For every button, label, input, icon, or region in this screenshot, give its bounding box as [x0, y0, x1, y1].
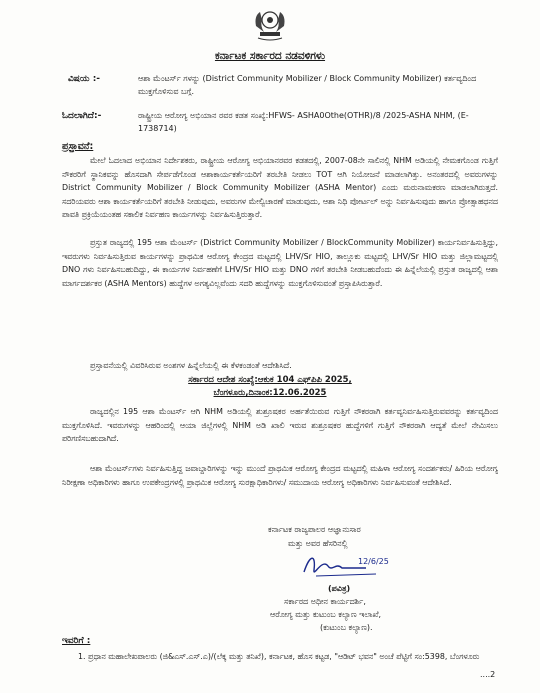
signature-date: 12/6/25 [358, 557, 389, 566]
preamble-paragraph-1: ಮೇಲೆ ಓದಲಾದ ಅಭಿಯಾನ ನಿರ್ದೇಶಕರು, ರಾಷ್ಟ್ರೀಯ ಆರೋಗ್ಯ ಅಭಿಯಾನರವರ ಕಡತದಲ್ಲಿ, 2007-08ನೇ ಸಾಲಿನಲ್ಲಿ NHM ಅಡಿಯಲ್ಲಿ ನೇಮಕಗೊಂಡ ಗುತ್ತಿಗೆ ನೌಕರರಿಗೆ ಸ್ಥಾನಿಕವನ್ನು ಹೊಸದಾಗಿ ಸೇರ್ಪಡೆಗೊಂಡ ಆಶಾಕಾರ್ಯಕರ್ತೆಯರಿಗೆ ತರಬೇತಿ ನೀಡಲು TOT ಆಗಿ ನಿಯೋಜನೆ ಮಾಡಲಾಗಿತ್ತು. ಅನಂತರದಲ್ಲಿ ಅವರುಗಳನ್ನು District Community Mobilizer / Block Community Mobilizer (ASHA Mentor) ಎಂದು ಮರುನಾಮಕರಣ ಮಾಡಲಾಗಿರುತ್ತದೆ. ಸದರಿಯವರು ಆಶಾ ಕಾರ್ಯಕರ್ತೆಯರಿಗೆ ತರಬೇತಿ ನೀಡುವುದು, ಅವರುಗಳ ಮೇಲ್ವಿಚಾರಣೆ ಮಾಡುವುದು, ಆಶಾ ನಿಧಿ ಪೋರ್ಟಲ್ ಅನ್ನು ನಿರ್ವಹಿಸುವುದು ಹಾಗೂ ಪ್ರೋತ್ಸಾಹಧನದ ಪಾವತಿ ಪ್ರಕ್ರಿಯೆಯಂತಹ ಸಕಾಲಿಕ ನಿರ್ವಹಣ ಕಾರ್ಯಗಳನ್ನು ನಿರ್ವಹಿಸುತ್ತಿರುತ್ತಾರೆ. [62, 156, 498, 220]
designation-block [270, 596, 381, 634]
by-order-block [268, 523, 361, 550]
by-order-line-1: ಕರ್ನಾಟಕ ರಾಜ್ಯಪಾಲರ ಆಜ್ಞಾನುಸಾರ [268, 525, 361, 534]
state-emblem-icon [250, 6, 290, 42]
designation-line-1: ಸರ್ಕಾರದ ಅಧೀನ ಕಾರ್ಯದರ್ಶಿ, [284, 597, 366, 606]
subject-label: ವಿಷಯ :- [68, 74, 101, 84]
read-line: ಪ್ರಸ್ತಾವನೆಯಲ್ಲಿ ವಿವರಿಸಿರುವ ಅಂಶಗಳ ಹಿನ್ನೆಲೆಯಲ್ಲಿ ಈ ಕೆಳಕಂಡಂತೆ ಆದೇಶಿಸಿದೆ. [90, 361, 292, 370]
signer-name: (ಪವಿತ್ರ) [328, 584, 351, 593]
reference-text: ರಾಷ್ಟ್ರೀಯ ಆರೋಗ್ಯ ಅಭಿಯಾನ ರವರ ಕಡತ ಸಂಖ್ಯೆ:HFWS- ASHA0Othe(OTHR)/8 /2025-ASHA NHM, (E-1738714) [138, 111, 469, 133]
order-paragraph-1: ರಾಜ್ಯದಲ್ಲಿನ 195 ಆಶಾ ಮೆಂಟರ್ಸ್ ಆಗಿ NHM ಅಡಿಯಲ್ಲಿ ಶುಶ್ರೂಷಕರ ಅರ್ಹತೆಯಿರುವ ಗುತ್ತಿಗೆ ನೌಕರರಾಗಿ ಕರ್ತವ್ಯನಿರ್ವಹಿಸುತ್ತಿರುವವರನ್ನು ಕರ್ತವ್ಯದಿಂದ ಮುಕ್ತಗೊಳಿಸಿದೆ. ಇವರುಗಳನ್ನು ಆಹರಿಂದಲ್ಲಿ ಆಯಾ ಜಿಲ್ಲೆಗಳಲ್ಲಿ NHM ಅಡಿ ಖಾಲಿ ಇರುವ ಶುಶ್ರೂಷಕರ ಹುದ್ದೆಗಳಿಗೆ ಗುತ್ತಿಗೆ ನೌಕರರಾಗಿ ಆದ್ಯತೆ ಮೇಲೆ ನೇಮಿಸಲು ಪರಿಗಣಿಸಬಹುದಾಗಿದೆ. [62, 407, 498, 444]
recipients-label: ಇವರಿಗೆ : [62, 636, 91, 646]
designation-line-2: ಆರೋಗ್ಯ ಮತ್ತು ಕುಟುಂಬ ಕಲ್ಯಾಣ ಇಲಾಖೆ, [270, 609, 382, 619]
page-number: ....2 [480, 670, 496, 679]
designation-line-3: (ಕುಟುಂಬ ಕಲ್ಯಾಣ). [320, 622, 373, 632]
preamble-label: ಪ್ರಸ್ತಾವನೆ: [62, 141, 94, 152]
document-title: ಕರ್ನಾಟಕ ಸರ್ಕಾರದ ನಡವಳಿಗಳು [214, 50, 326, 62]
signature-icon [296, 548, 396, 582]
preamble-paragraph-2: ಪ್ರಸ್ತುತ ರಾಜ್ಯದಲ್ಲಿ 195 ಆಶಾ ಮೆಂಟರ್ಸ್ (District Community Mobilizer / BlockCommunity Mobilizer) ಕಾರ್ಯನಿರ್ವಹಿಸುತ್ತಿದ್ದು, ಇವರುಗಳು ನಿರ್ವಹಿಸುತ್ತಿರುವ ಕಾರ್ಯಗಳನ್ನು ಪ್ರಾಥಮಿಕ ಆರೋಗ್ಯ ಕೇಂದ್ರದ ಮಟ್ಟದಲ್ಲಿ LHV/Sr HIO, ತಾಲ್ಲೂಕು ಮಟ್ಟದಲ್ಲಿ LHV/Sr HIO ಮತ್ತು ಜಿಲ್ಲಾಮಟ್ಟದಲ್ಲಿ DNO ಗಳು ನಿರ್ವಹಿಸಬಹುದಿದ್ದು, ಈ ಕಾರ್ಯಗಳ ನಿರ್ವಹಣೆಗೆ LHV/Sr HIO ಮತ್ತು DNO ಗಳಿಗೆ ತರಬೇತಿ ನೀಡಬಹುದೆಂದು ಈ ಹಿನ್ನೆಲೆಯಲ್ಲಿ ಪ್ರಸ್ತುತ ರಾಜ್ಯದಲ್ಲಿ ಆಶಾ ಮಾರ್ಗದರ್ಶಕರ (ASHA Mentors) ಹುದ್ದೆಗಳ ಅಗತ್ಯವಿಲ್ಲವೆಂದು ಸದರಿ ಹುದ್ದೆಗಳನ್ನು ಮುಕ್ತಗೊಳಿಸುವಂತೆ ಪ್ರಸ್ತಾಪಿಸಿರುತ್ತಾರೆ. [62, 238, 498, 288]
order-date: ಬೆಂಗಳೂರು,ದಿನಾಂಕ:12.06.2025 [213, 388, 327, 398]
subject-text: ಆಶಾ ಮೆಂಟರ್ಸ್ ಗಳನ್ನು (District Community Mobilizer / Block Community Mobilizer) ಕರ್ತವ್ಯದಿಂದ ಮುಕ್ತಗೊಳಿಸುವ ಬಗ್ಗೆ. [138, 74, 477, 96]
order-number: ಸರ್ಕಾರದ ಆದೇಶ ಸಂಖ್ಯೆ:ಆಕುಕ 104 ಎಫ್‌ಪಿಪಿ 2025, [188, 375, 352, 385]
reference-label: ಓದಲಾಗಿದೆ:- [62, 111, 102, 121]
recipient-item-1: 1. ಪ್ರಧಾನ ಮಹಾಲೇಖಪಾಲರು (ಜಿ&ಎಸ್.ಎಸ್.ಎ)/(ಲೆಕ್ಕ ಮತ್ತು ತನಿಖೆ), ಕರ್ನಾಟಕ, ಹೊಸ ಕಟ್ಟಡ, "ಆಡಿಟ್ ಭವನ" ಅಂಚೆ ಪೆಟ್ಟಿಗೆ ಸಂ:5398, ಬೆಂಗಳೂರು [78, 652, 480, 661]
order-paragraph-2: ಆಶಾ ಮೆಂಟರ್ಸ್‌ಗಳು ನಿರ್ವಹಿಸುತ್ತಿದ್ದ ಜವಾಬ್ದಾರಿಗಳನ್ನು ಇನ್ನು ಮುಂದೆ ಪ್ರಾಥಮಿಕ ಆರೋಗ್ಯ ಕೇಂದ್ರದ ಮಟ್ಟದಲ್ಲಿ ಮಹಿಳಾ ಆರೋಗ್ಯ ಸಂದರ್ಶಕರು/ ಹಿರಿಯ ಆರೋಗ್ಯ ನಿರೀಕ್ಷಣಾ ಅಧಿಕಾರಿಗಳು ಹಾಗೂ ಉಪಕೇಂದ್ರಗಳಲ್ಲಿ ಪ್ರಾಥಮಿಕ ಆರೋಗ್ಯ ಸುರಕ್ಷಾಧಿಕಾರಿಗಳು/ ಸಮುದಾಯ ಆರೋಗ್ಯ ಅಧಿಕಾರಿಗಳು ನಿರ್ವಹಿಸುವಂತೆ ಆದೇಶಿಸಿದೆ. [62, 464, 498, 487]
by-order-line-2: ಮತ್ತು ಅವರ ಹೆಸರಿನಲ್ಲಿ [288, 538, 348, 548]
